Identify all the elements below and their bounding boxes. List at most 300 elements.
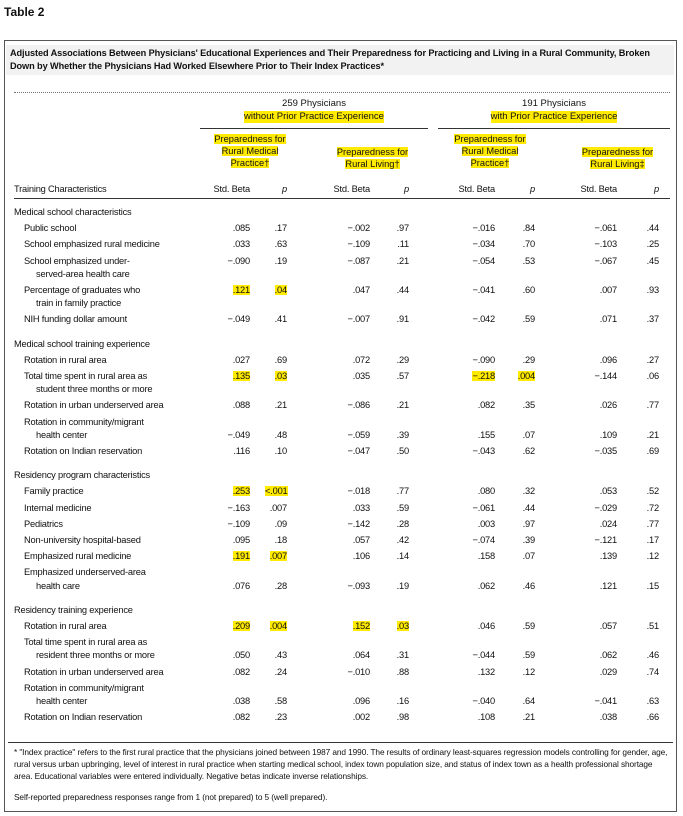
subheader-4: [560, 146, 675, 170]
row-label: health care: [36, 580, 80, 591]
cell-value: .37: [646, 314, 659, 325]
cell-value: .69: [274, 354, 287, 365]
table-cell: [387, 314, 409, 325]
table-cell: [387, 667, 409, 678]
table-cell: [513, 355, 535, 366]
cell-value: .116: [233, 446, 250, 456]
cell-value: .28: [274, 580, 287, 591]
subheader-line: Rural Living†: [345, 159, 400, 169]
cell-value: −.087: [347, 255, 370, 266]
table-cell: [387, 712, 409, 723]
table-cell: [637, 446, 659, 457]
table-cell: [513, 371, 535, 382]
table-cell: [320, 400, 370, 411]
cell-value: −.010: [347, 666, 370, 677]
cell-value: .062: [477, 580, 495, 591]
cell-value: .50: [396, 446, 409, 456]
cell-value: .74: [646, 666, 659, 677]
group-header-highlight: with Prior Practice Experience: [490, 111, 618, 122]
table-cell: [513, 256, 535, 267]
row-label: School emphasized under-: [24, 255, 130, 266]
row-label: Public school: [24, 223, 77, 234]
cell-value: −.040: [472, 696, 495, 706]
table-cell: [637, 667, 659, 678]
cell-value: .071: [599, 314, 617, 325]
row-label: Rotation in community/migrant: [24, 682, 144, 693]
table-cell: [265, 551, 287, 562]
cell-value: −.061: [472, 502, 495, 513]
table-cell: [320, 519, 370, 530]
table-cell: [387, 285, 409, 296]
table-cell: [265, 621, 287, 632]
table-cell: [265, 486, 287, 497]
table-cell: [320, 503, 370, 514]
table-cell: [387, 551, 409, 562]
cell-value: .12: [646, 551, 659, 562]
table-cell: [387, 519, 409, 530]
table-cell: [387, 486, 409, 497]
cell-value: −.109: [227, 518, 250, 529]
table-cell: [265, 667, 287, 678]
cell-value: −.042: [472, 314, 495, 325]
cell-value: .109: [599, 429, 617, 440]
cell-value: .024: [599, 518, 617, 529]
cell-value: .007: [269, 551, 287, 562]
cell-value: .46: [522, 580, 535, 591]
cell-value: −.103: [594, 239, 617, 250]
table-cell: [513, 239, 535, 250]
table-cell: [200, 355, 250, 366]
table-cell: [200, 256, 250, 267]
row-label: Rotation in urban underserved area: [24, 400, 164, 411]
table-cell: [637, 535, 659, 546]
cell-value: −.090: [227, 255, 250, 266]
cell-value: −.035: [594, 446, 617, 456]
cell-value: .04: [274, 285, 287, 295]
cell-value: .03: [274, 371, 287, 381]
table-cell: [445, 667, 495, 678]
cell-value: .053: [599, 486, 617, 497]
table-cell: [567, 667, 617, 678]
table-cell: [200, 430, 250, 441]
table-cell: [513, 486, 535, 497]
cell-value: −.034: [472, 239, 495, 250]
table-cell: [200, 503, 250, 514]
row-label: Rotation in rural area: [24, 354, 107, 365]
cell-value: .158: [477, 551, 495, 562]
cell-value: .93: [646, 285, 659, 295]
cell-value: .003: [477, 518, 495, 529]
cell-value: −.109: [347, 239, 370, 250]
table-cell: [637, 371, 659, 382]
cell-value: −.049: [227, 314, 250, 325]
table-cell: [637, 223, 659, 234]
cell-value: .31: [396, 650, 409, 661]
cell-value: −.002: [347, 223, 370, 234]
table-cell: [320, 355, 370, 366]
table-cell: [513, 223, 535, 234]
cell-value: .096: [599, 354, 617, 365]
cell-value: .12: [522, 666, 535, 677]
column-label-beta: Std. Beta: [213, 184, 250, 194]
cell-value: .121: [232, 285, 250, 295]
table-cell: [513, 696, 535, 707]
subheader-line: Preparedness for: [214, 134, 286, 144]
table-cell: [320, 535, 370, 546]
table-cell: [637, 503, 659, 514]
table-cell: [637, 519, 659, 530]
section-title: Medical school training experience: [14, 338, 150, 349]
row-label: Rotation in community/migrant: [24, 416, 144, 427]
cell-value: .97: [522, 518, 535, 529]
table-cell: [320, 256, 370, 267]
cell-value: .082: [477, 400, 495, 411]
cell-value: −.041: [472, 285, 495, 295]
subheader-line: Practice†: [230, 158, 270, 168]
cell-value: .91: [396, 314, 409, 325]
table-cell: [200, 486, 250, 497]
cell-value: −.144: [594, 371, 617, 381]
row-label: Pediatrics: [24, 518, 63, 529]
column-label-p: p: [404, 184, 409, 194]
cell-value: .191: [232, 551, 250, 562]
table-cell: [320, 314, 370, 325]
table-cell: [567, 503, 617, 514]
subheader-line: Preparedness for: [581, 147, 654, 157]
table-cell: [637, 486, 659, 497]
group-header-line2: [438, 111, 670, 123]
cell-value: .002: [352, 712, 370, 723]
table-cell: [387, 696, 409, 707]
cell-value: .096: [352, 696, 370, 706]
table-cell: [637, 285, 659, 296]
cell-value: .57: [396, 371, 409, 381]
table-cell: [567, 239, 617, 250]
row-label: student three months or more: [36, 384, 153, 395]
cell-value: .029: [599, 666, 617, 677]
cell-value: .17: [274, 223, 287, 234]
table-cell: [567, 621, 617, 632]
cell-value: .59: [522, 650, 535, 661]
table-cell: [567, 446, 617, 457]
cell-value: −.049: [227, 429, 250, 440]
table-cell: [265, 256, 287, 267]
table-cell: [265, 355, 287, 366]
cell-value: .046: [477, 621, 495, 631]
cell-value: .03: [396, 621, 409, 631]
cell-value: .09: [274, 518, 287, 529]
table-cell: [320, 712, 370, 723]
cell-value: .085: [232, 223, 250, 234]
cell-value: .035: [352, 371, 370, 381]
cell-value: .139: [599, 551, 617, 562]
cell-value: .48: [274, 429, 287, 440]
table-cell: [265, 314, 287, 325]
table-cell: [513, 581, 535, 592]
table-cell: [200, 239, 250, 250]
cell-value: .59: [396, 502, 409, 513]
table-cell: [320, 650, 370, 661]
row-label: health center: [36, 429, 88, 440]
cell-value: .60: [522, 285, 535, 295]
cell-value: .004: [517, 371, 535, 381]
cell-value: .050: [232, 650, 250, 661]
cell-value: .77: [646, 518, 659, 529]
cell-value: .027: [232, 354, 250, 365]
table-cell: [567, 355, 617, 366]
cell-value: −.018: [347, 486, 370, 497]
cell-value: .047: [352, 285, 370, 295]
table-cell: [320, 696, 370, 707]
table-cell: [637, 581, 659, 592]
table-cell: [567, 535, 617, 546]
subheader-line: Rural Medical: [221, 146, 279, 156]
row-label: Rotation on Indian reservation: [24, 712, 143, 723]
cell-value: .70: [522, 239, 535, 250]
cell-value: .132: [477, 666, 495, 677]
cell-value: .39: [396, 429, 409, 440]
section-title: Medical school characteristics: [14, 207, 132, 217]
table-cell: [200, 223, 250, 234]
column-label-beta: Std. Beta: [580, 184, 617, 194]
cell-value: −.067: [594, 255, 617, 266]
table-cell: [637, 239, 659, 250]
table-cell: [567, 314, 617, 325]
table-cell: [513, 551, 535, 562]
table-cell: [637, 551, 659, 562]
cell-value: .59: [522, 621, 535, 631]
cell-value: .108: [477, 712, 495, 723]
table-cell: [637, 355, 659, 366]
cell-value: .106: [352, 551, 370, 562]
table-cell: [445, 551, 495, 562]
cell-value: .84: [522, 223, 535, 234]
table-cell: [567, 371, 617, 382]
column-label-p: p: [530, 184, 535, 194]
cell-value: .53: [522, 255, 535, 266]
cell-value: −.093: [347, 580, 370, 591]
cell-value: .10: [274, 446, 287, 456]
table-cell: [320, 239, 370, 250]
table-cell: [513, 712, 535, 723]
row-label: Total time spent in rural area as: [24, 637, 148, 648]
table-cell: [265, 650, 287, 661]
table-cell: [445, 621, 495, 632]
cell-value: .51: [646, 621, 659, 631]
group-header-line1: 259 Physicians: [282, 98, 346, 109]
cell-value: .27: [646, 354, 659, 365]
table-cell: [445, 430, 495, 441]
cell-value: .155: [477, 429, 495, 440]
cell-value: .15: [646, 580, 659, 591]
table-cell: [200, 712, 250, 723]
cell-value: .072: [352, 354, 370, 365]
cell-value: −.016: [472, 223, 495, 234]
column-label-p: p: [654, 184, 659, 194]
cell-value: .21: [396, 400, 409, 411]
cell-value: .14: [396, 551, 409, 562]
table-cell: [445, 223, 495, 234]
column-label-beta: Std. Beta: [458, 184, 495, 194]
table-cell: [200, 519, 250, 530]
rule-bottom: [8, 742, 673, 743]
cell-value: .52: [646, 486, 659, 497]
cell-value: .41: [274, 314, 287, 325]
table-cell: [265, 712, 287, 723]
table-cell: [445, 503, 495, 514]
table-caption: Adjusted Associations Between Physicians' Educational Experiences and Their Preparedness for Practicing and Living in a Rural Community, Broken Down by Whether the Physicians Had Worked Elsewhere Prior to Their Index Practices*: [6, 45, 674, 75]
table-cell: [265, 581, 287, 592]
cell-value: .98: [396, 712, 409, 723]
cell-value: .082: [232, 666, 250, 677]
table-cell: [387, 355, 409, 366]
row-label: Emphasized rural medicine: [24, 551, 132, 562]
row-label: health center: [36, 696, 88, 706]
cell-value: .62: [522, 446, 535, 456]
cell-value: .033: [232, 239, 250, 250]
table-cell: [200, 650, 250, 661]
table-cell: [513, 430, 535, 441]
cell-value: .07: [522, 551, 535, 562]
cell-value: .63: [274, 239, 287, 250]
table-cell: [320, 285, 370, 296]
cell-value: .44: [646, 223, 659, 234]
cell-value: .064: [352, 650, 370, 661]
rule-header: [14, 198, 670, 199]
table-cell: [265, 371, 287, 382]
table-cell: [387, 371, 409, 382]
table-cell: [567, 285, 617, 296]
table-cell: [387, 239, 409, 250]
table-cell: [265, 446, 287, 457]
table-cell: [567, 430, 617, 441]
table-cell: [320, 581, 370, 592]
table-cell: [320, 430, 370, 441]
table-cell: [445, 535, 495, 546]
cell-value: −.086: [347, 400, 370, 411]
table-cell: [445, 285, 495, 296]
subheader-line: Practice†: [470, 158, 510, 168]
cell-value: −.061: [594, 223, 617, 234]
cell-value: .24: [274, 666, 287, 677]
cell-value: .35: [522, 400, 535, 411]
rule-group-right: [438, 128, 670, 129]
cell-value: .057: [599, 621, 617, 631]
table-cell: [567, 581, 617, 592]
cell-value: −.007: [347, 314, 370, 325]
cell-value: .062: [599, 650, 617, 661]
cell-value: .19: [274, 255, 287, 266]
cell-value: −.142: [347, 518, 370, 529]
cell-value: .16: [396, 696, 409, 706]
table-cell: [265, 223, 287, 234]
cell-value: .64: [522, 696, 535, 706]
cell-value: .88: [396, 666, 409, 677]
table-cell: [445, 650, 495, 661]
table-cell: [513, 285, 535, 296]
table-cell: [567, 519, 617, 530]
table-cell: [387, 446, 409, 457]
row-label: Rotation in rural area: [24, 621, 107, 631]
cell-value: .69: [646, 446, 659, 456]
table-cell: [513, 650, 535, 661]
table-cell: [567, 486, 617, 497]
table-cell: [200, 371, 250, 382]
row-label: Rotation on Indian reservation: [24, 446, 143, 456]
table-cell: [200, 696, 250, 707]
cell-value: .18: [274, 535, 287, 545]
subheader-line: Preparedness for: [454, 134, 526, 144]
cell-value: .29: [396, 354, 409, 365]
table-cell: [637, 314, 659, 325]
table-cell: [387, 223, 409, 234]
table-cell: [567, 650, 617, 661]
table-cell: [445, 371, 495, 382]
table-cell: [200, 581, 250, 592]
cell-value: .39: [522, 535, 535, 545]
subheader-line: Rural Medical: [461, 146, 519, 156]
row-label: School emphasized rural medicine: [24, 239, 160, 250]
table-cell: [637, 712, 659, 723]
subheader-1: [200, 133, 300, 169]
cell-value: .21: [396, 255, 409, 266]
cell-value: .42: [396, 535, 409, 545]
cell-value: −.059: [347, 429, 370, 440]
subheader-2: [315, 146, 430, 170]
subheader-3: [440, 133, 540, 169]
cell-value: .088: [232, 400, 250, 411]
table-cell: [567, 551, 617, 562]
table-cell: [387, 535, 409, 546]
cell-value: .21: [274, 400, 287, 411]
table-cell: [320, 667, 370, 678]
table-cell: [637, 430, 659, 441]
table-cell: [445, 446, 495, 457]
table-cell: [567, 696, 617, 707]
cell-value: .44: [522, 502, 535, 513]
group-header-line1: 191 Physicians: [522, 98, 586, 109]
cell-value: .135: [232, 371, 250, 381]
table-cell: [567, 712, 617, 723]
cell-value: .033: [352, 502, 370, 513]
table-cell: [320, 551, 370, 562]
footnote-main: * "Index practice" refers to the first rural practice that the physicians joined between 1987 and 1990. The results of ordinary least-squares regression models controlling for gender, age, rural versus urban upbringing, level of interest in rural practice when starting medical school, index town population size, and status of index town as a health professional shortage area. Educational variables were entered individually. Negative betas indicate inverse relationships.: [14, 747, 668, 781]
row-label: resident three months or more: [36, 650, 155, 661]
table-cell: [265, 400, 287, 411]
table-cell: [265, 239, 287, 250]
cell-value: .32: [522, 486, 535, 497]
cell-value: −.047: [347, 446, 370, 456]
cell-value: .43: [274, 650, 287, 661]
table-cell: [513, 667, 535, 678]
cell-value: −.043: [472, 446, 495, 456]
cell-value: .63: [646, 696, 659, 706]
table-cell: [265, 285, 287, 296]
subheader-line: Preparedness for: [336, 147, 409, 157]
cell-value: .72: [646, 502, 659, 513]
table-cell: [513, 446, 535, 457]
table-cell: [637, 256, 659, 267]
cell-value: .77: [646, 400, 659, 411]
table-cell: [513, 621, 535, 632]
cell-value: .253: [232, 486, 250, 497]
table-cell: [567, 223, 617, 234]
cell-value: .25: [646, 239, 659, 250]
cell-value: .59: [522, 314, 535, 325]
cell-value: .45: [646, 255, 659, 266]
cell-value: −.041: [594, 696, 617, 706]
row-label: Emphasized underserved-area: [24, 567, 146, 578]
